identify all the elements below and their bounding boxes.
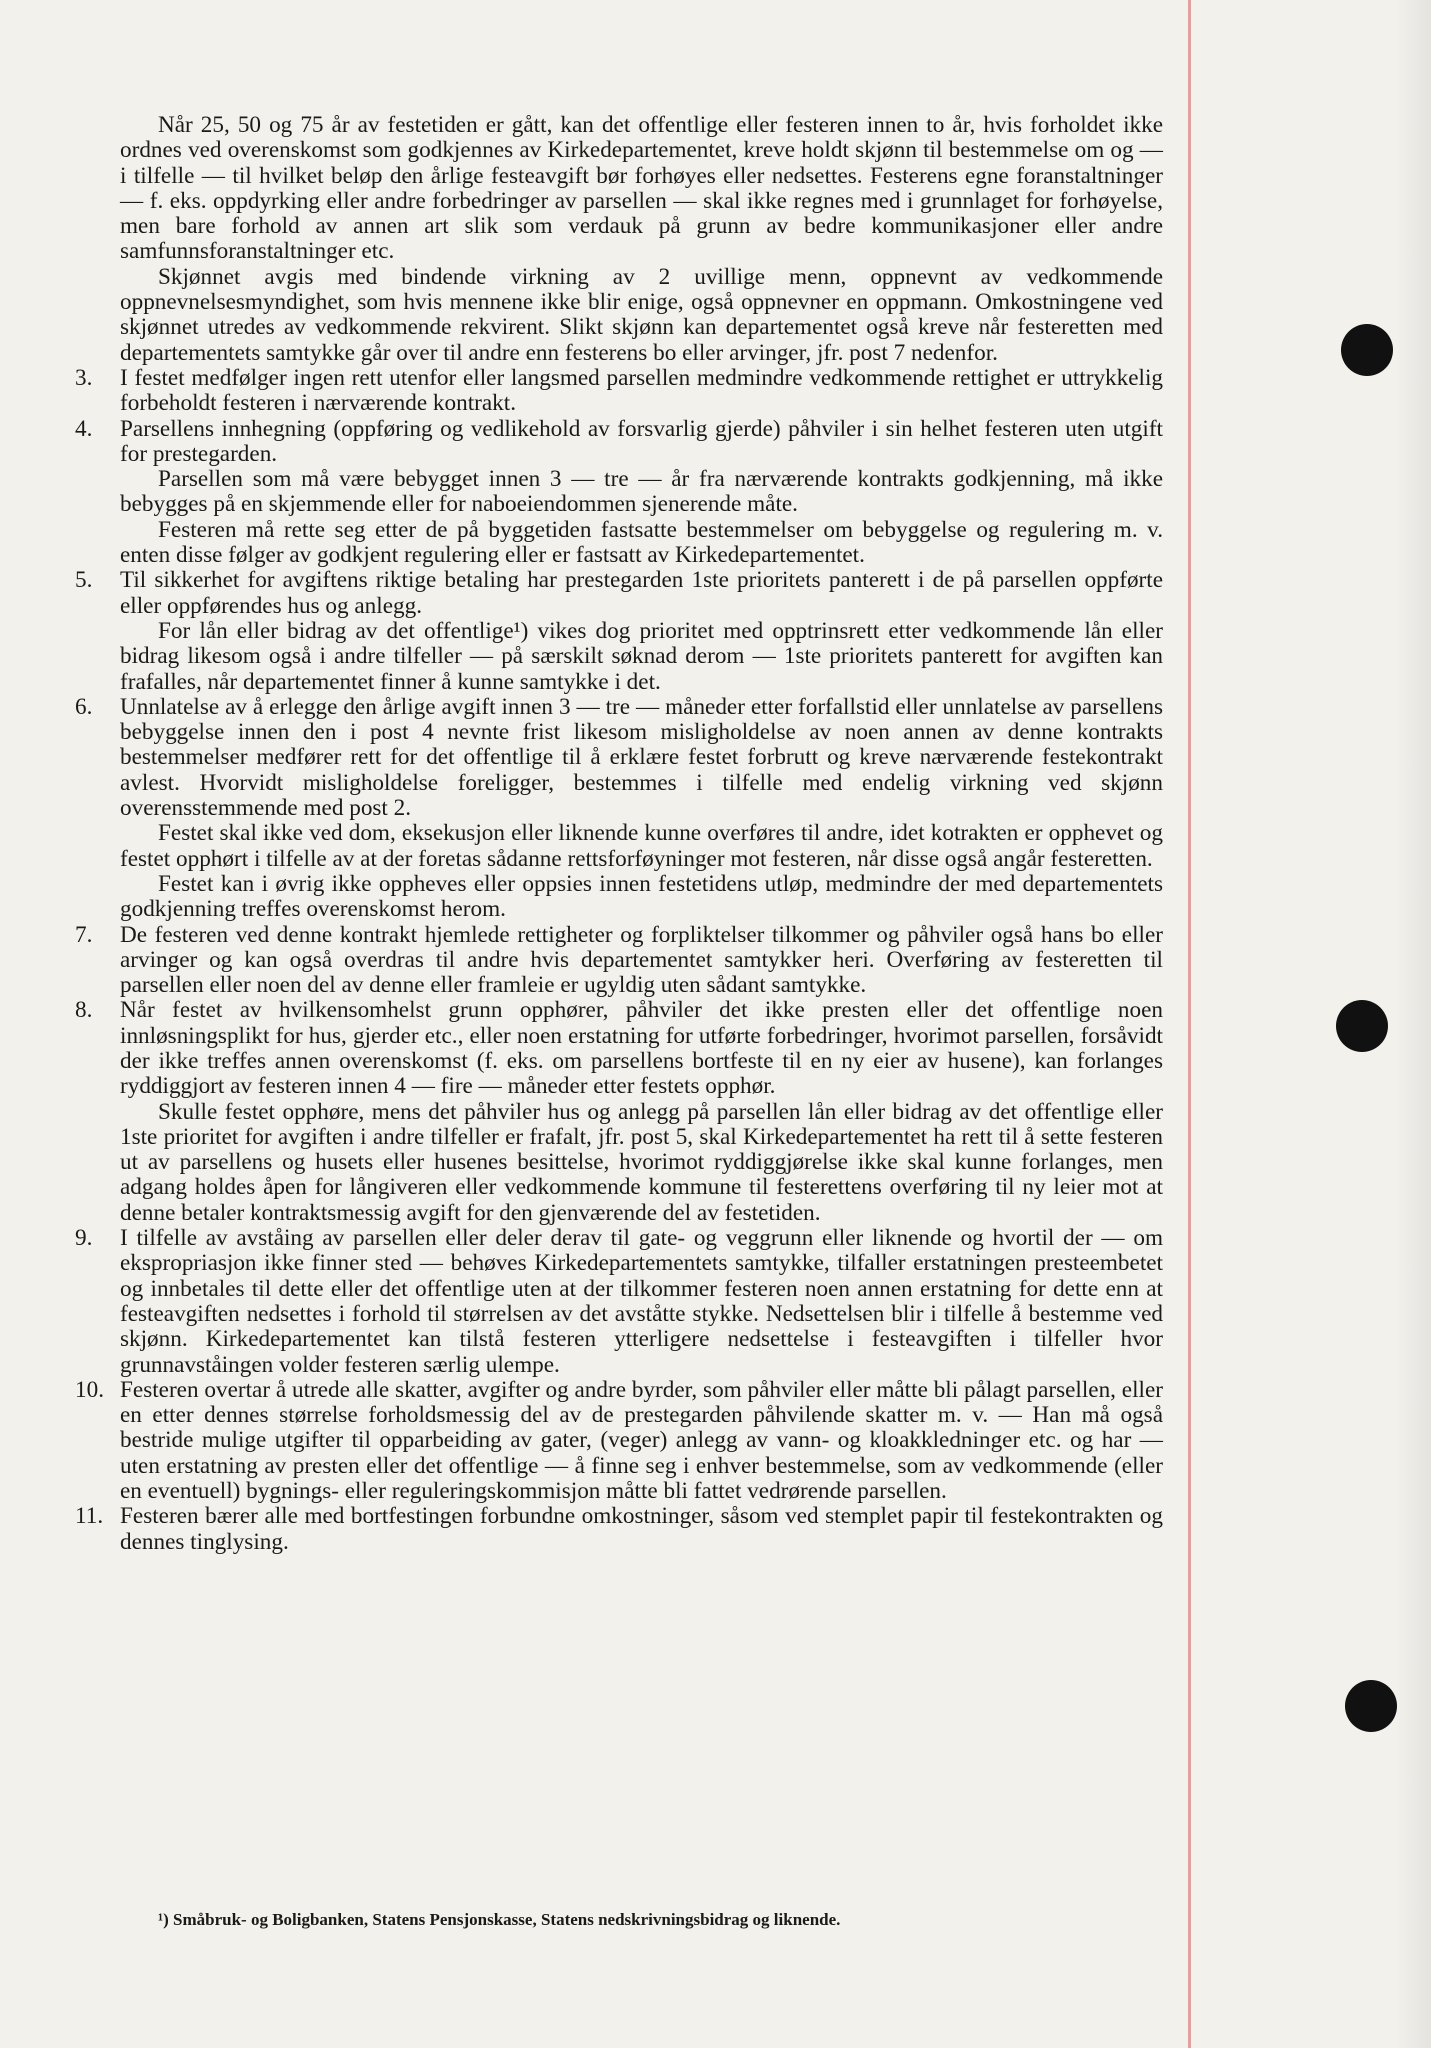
- margin-line: [1188, 0, 1191, 2048]
- section-number: 10.: [75, 1376, 104, 1403]
- section-3: [75, 366, 1163, 417]
- section-paragraph: For lån eller bidrag av det offentlige¹) vikes dog prioritet med opptrinsrett etter vedkommende lån eller bidrag likesom også i andre tilfeller — på særskilt søknad derom — 1ste prioritets panterett for avgiften kan frafalles, når departementet finner å kunne samtykke i det.: [120, 617, 1163, 695]
- section-paragraph: Festeren overtar å utrede alle skatter, avgifter og andre byrder, som påhviler eller måtte bli pålagt parsellen, eller en etter dennes størrelse forholdsmessig del av de prestegarden påhvilende skatter m. v. — Han må også bestride mulige utgifter til opparbeiding av gater, (veger) anlegg av vann- og kloakkledninger etc. og har — uten erstatning av presten eller det offentlige — å finne seg i enhver bestemmelse, som av vedkommende (eller en eventuell) bygnings- eller reguleringskommisjon måtte bli fattet vedrørende parsellen.: [120, 1376, 1163, 1505]
- section-paragraph: I festet medfølger ingen rett utenfor eller langsmed parsellen medmindre vedkommende rettighet er uttrykkelig forbeholdt festeren i nærværende kontrakt.: [120, 364, 1163, 417]
- punch-hole: [1336, 1000, 1388, 1052]
- punch-hole: [1341, 324, 1393, 376]
- section-number: 7.: [75, 921, 93, 948]
- section-4: [75, 417, 1163, 569]
- footnote: ¹) Småbruk- og Boligbanken, Statens Pensjonskasse, Statens nedskrivningsbidrag og liknende.: [158, 1910, 841, 1929]
- section-number: 9.: [75, 1225, 93, 1252]
- section-8: [75, 998, 1163, 1226]
- section-paragraph: Parsellens innhegning (oppføring og vedlikehold av forsvarlig gjerde) påhviler i sin helhet festeren uten utgift for prestegarden.: [120, 415, 1163, 467]
- section-number: 4.: [75, 415, 93, 442]
- intro-paragraph: Når 25, 50 og 75 år av festetiden er gått, kan det offentlige eller festeren innen to år, hvis forholdet ikke ordnes ved overenskomst som godkjennes av Kirkedepartementet, kreve holdt skjønn til bestemmelse om og — i tilfelle — til hvilket beløp den årlige festeavgift bør forhøyes eller nedsettes. Festerens egne foranstaltninger — f. eks. oppdyrking eller andre forbedringer av parsellen — skal ikke regnes med i grunnlaget for forhøyelse, men bare forhold av annen art slik som verdauk på grunn av bedre kommunikasjoner eller andre samfunnsforanstaltninger etc.: [120, 112, 1163, 265]
- section-10: [75, 1378, 1163, 1504]
- section-number: 6.: [75, 693, 93, 720]
- intro-paragraph: Skjønnet avgis med bindende virkning av 2 uvillige menn, oppnevnt av vedkommende oppnevnelsesmyndighet, som hvis mennene ikke blir enige, også oppnevner en oppmann. Omkostningene ved skjønnet utredes av vedkommende rekvirent. Slikt skjønn kan departementet også kreve når festeretten med departementets samtykke går over til andre enn festerens bo eller arvinger, jfr. post 7 nedenfor.: [120, 263, 1163, 366]
- page-edge: [1395, 0, 1431, 2048]
- section-number: 5.: [75, 567, 93, 594]
- document-body: [75, 113, 1163, 1555]
- section-paragraph: Parsellen som må være bebygget innen 3 — tre — år fra nærværende kontrakts godkjenning, må ikke bebygges på en skjemmende eller for naboeiendommen sjenerende måte.: [120, 466, 1163, 518]
- section-11: [75, 1504, 1163, 1555]
- section-number: 3.: [75, 364, 93, 391]
- section-paragraph: De festeren ved denne kontrakt hjemlede rettigheter og forpliktelser tilkommer og påhviler også hans bo eller arvinger og kan også overdras til andre hvis departementet samtykker heri. Overføring av festeretten til parsellen eller noen del av denne eller framleie er ugyldig uten sådant samtykke.: [120, 921, 1163, 999]
- section-number: 11.: [75, 1503, 104, 1530]
- section-paragraph: Skulle festet opphøre, mens det påhviler hus og anlegg på parsellen lån eller bidrag av det offentlige eller 1ste prioritet for avgiften i andre tilfeller er frafalt, jfr. post 5, skal Kirkedepartementet ha rett til å sette festeren ut av parsellens og husets eller husenes besittelse, hvorimot ryddiggjørelse ikke skal kunne forlanges, men adgang holdes åpen for långiveren eller vedkommende kommune til festerettens overføring til ny leier mot at denne betaler kontraktsmessig avgift for den gjenværende del av festetiden.: [120, 1098, 1163, 1226]
- section-5: [75, 568, 1163, 694]
- section-6: [75, 695, 1163, 923]
- section-paragraph: I tilfelle av avståing av parsellen eller deler derav til gate- og veggrunn eller liknende og hvortil der — om ekspropriasjon ikke finner sted — behøves Kirkedepartementets samtykke, tilfaller erstatningen presteembetet og innbetales til dette eller det offentlige uten at der tilkommer festeren noen annen erstatning for dette enn at festeavgiften nedsettes i forhold til størrelsen av det avståtte stykke. Nedsettelsen blir i tilfelle å bestemme ved skjønn. Kirkedepartementet kan tilstå festeren ytterligere nedsettelse i festeavgiften i tilfeller hvor grunnavståingen volder festeren særlig ulempe.: [120, 1225, 1163, 1378]
- section-paragraph: Festeren bærer alle med bortfestingen forbundne omkostninger, såsom ved stemplet papir til festekontrakten og dennes tinglysing.: [120, 1503, 1163, 1555]
- section-paragraph: Festet kan i øvrig ikke oppheves eller oppsies innen festetidens utløp, medmindre der med departementets godkjenning treffes overenskomst herom.: [120, 870, 1163, 923]
- section-paragraph: Festeren må rette seg etter de på byggetiden fastsatte bestemmelser om bebyggelse og regulering m. v. enten disse følger av godkjent regulering eller er fastsatt av Kirkedepartementet.: [120, 516, 1163, 569]
- section-7: [75, 923, 1163, 999]
- section-9: [75, 1226, 1163, 1378]
- section-paragraph: Til sikkerhet for avgiftens riktige betaling har prestegarden 1ste prioritets panterett i de på parsellen oppførte eller oppførendes hus og anlegg.: [120, 567, 1163, 619]
- section-paragraph: Festet skal ikke ved dom, eksekusjon eller liknende kunne overføres til andre, idet kotrakten er opphevet og festet opphørt i tilfelle av at der foretas sådanne rettsforføyninger mot festeren, når disse også angår festeretten.: [120, 820, 1163, 872]
- section-number: 8.: [75, 997, 93, 1024]
- section-paragraph: Unnlatelse av å erlegge den årlige avgift innen 3 — tre — måneder etter forfallstid eller unnlatelse av parsellens bebyggelse innen den i post 4 nevnte frist likesom misligholdelse av noen annen av denne kontrakts bestemmelser medfører rett for det offentlige til å erklære festet forbrutt og kreve nærværende festekontrakt avlest. Hvorvidt misligholdelse foreligger, bestemmes i tilfelle med endelig virkning ved skjønn overensstemmende med post 2.: [120, 693, 1163, 822]
- punch-hole: [1345, 1680, 1397, 1732]
- section-paragraph: Når festet av hvilkensomhelst grunn opphører, påhviler det ikke presten eller det offentlige noen innløsningsplikt for hus, gjerder etc., eller noen erstatning for utførte forbedringer, hvorimot parsellen, forsåvidt der ikke treffes annen overenskomst (f. eks. om parsellens bortfeste til en ny eier av husene), kan forlanges ryddiggjort av festeren innen 4 — fire — måneder etter festets opphør.: [120, 997, 1163, 1100]
